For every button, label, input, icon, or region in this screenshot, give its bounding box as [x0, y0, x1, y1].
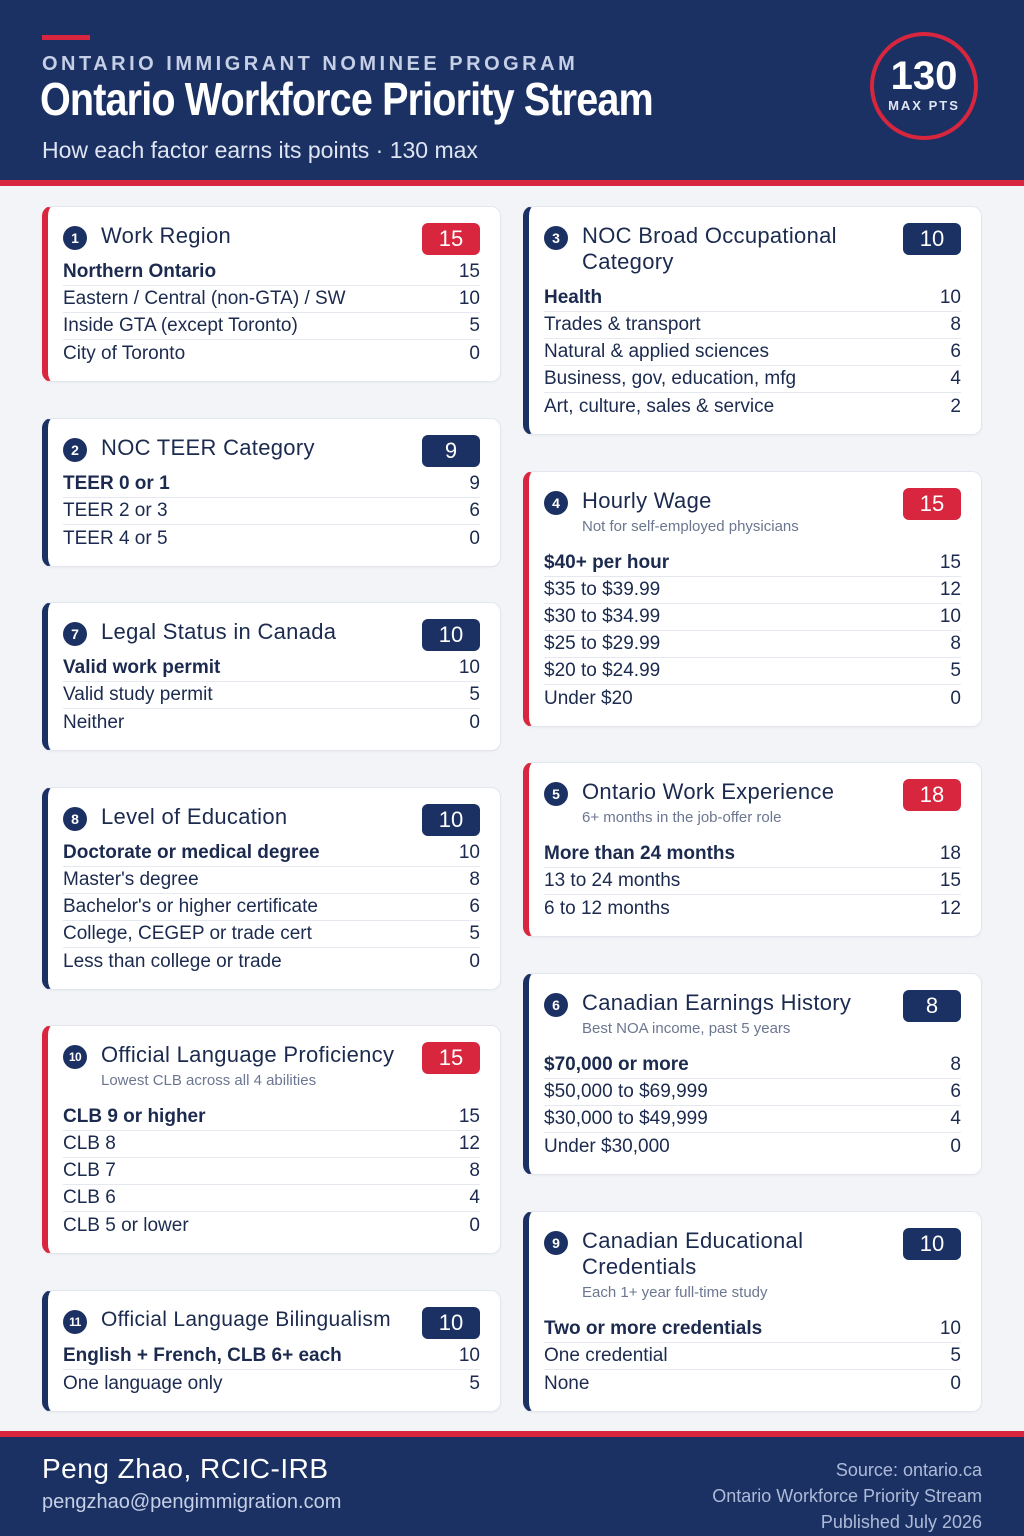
- row-points: 12: [939, 579, 961, 600]
- table-row: [544, 1052, 961, 1079]
- row-label: Less than college or trade: [63, 950, 282, 972]
- table-row: [544, 1343, 961, 1370]
- row-points: 10: [939, 606, 961, 627]
- row-points: 15: [939, 870, 961, 891]
- factor-number: 10: [63, 1045, 87, 1069]
- factor-title: Official Language Bilingualism: [101, 1308, 391, 1331]
- row-points: 12: [458, 1133, 480, 1154]
- table-row: [63, 1158, 480, 1185]
- row-label: Natural & applied sciences: [544, 341, 769, 362]
- factor-title: Ontario Work Experience: [582, 779, 835, 804]
- row-label: 13 to 24 months: [544, 870, 681, 891]
- row-label: College, CEGEP or trade cert: [63, 923, 312, 944]
- factor-rows: [544, 841, 961, 922]
- program-name: ONTARIO IMMIGRANT NOMINEE PROGRAM: [42, 53, 579, 75]
- factor-number: 2: [63, 438, 87, 462]
- factor-number: 1: [63, 226, 87, 250]
- factor-card-language-proficiency: [42, 1025, 501, 1254]
- factor-title: Official Language Proficiency: [101, 1042, 395, 1067]
- factor-max-badge: 10: [422, 1307, 480, 1339]
- factor-number: 7: [63, 622, 87, 646]
- row-points: 10: [458, 288, 480, 309]
- table-row: [544, 339, 961, 366]
- table-row: [63, 840, 480, 867]
- row-points: 10: [458, 842, 480, 863]
- factor-number: 5: [544, 782, 568, 806]
- row-points: 12: [939, 897, 961, 919]
- table-row: [544, 895, 961, 922]
- table-row: [544, 393, 961, 420]
- author-email[interactable]: pengzhao@pengimmigration.com: [42, 1491, 342, 1513]
- row-points: 0: [950, 687, 961, 709]
- table-row: [63, 1185, 480, 1212]
- factor-max-badge: 9: [422, 435, 480, 467]
- factor-number: 3: [544, 226, 568, 250]
- row-label: Art, culture, sales & service: [544, 395, 775, 417]
- factor-max-badge: 8: [903, 990, 961, 1022]
- row-label: $30,000 to $49,999: [544, 1108, 708, 1129]
- table-row: [63, 498, 480, 525]
- max-points-label: MAX PTS: [888, 98, 960, 113]
- row-points: 15: [458, 1106, 480, 1127]
- factor-card-legal-status: [42, 602, 501, 751]
- table-row: [544, 285, 961, 312]
- factor-rows: [544, 1052, 961, 1160]
- row-label: Inside GTA (except Toronto): [63, 315, 298, 336]
- source-info: [712, 1457, 982, 1535]
- row-points: 8: [950, 314, 961, 335]
- factor-max-badge: 10: [422, 619, 480, 651]
- table-row: [544, 841, 961, 868]
- max-points-value: 130: [890, 54, 958, 98]
- table-row: [544, 868, 961, 895]
- table-row: [544, 631, 961, 658]
- factor-max-badge: 10: [422, 804, 480, 836]
- row-label: Neither: [63, 711, 125, 733]
- factor-card-work-region: [42, 206, 501, 382]
- factor-title: Work Region: [101, 223, 232, 248]
- row-label: More than 24 months: [544, 843, 736, 864]
- factor-card-work-experience: [523, 762, 982, 937]
- factor-title: Hourly Wage: [582, 488, 712, 513]
- stream-line: Ontario Workforce Priority Stream: [712, 1486, 982, 1506]
- row-label: 6 to 12 months: [544, 897, 670, 919]
- row-label: Northern Ontario: [63, 261, 217, 282]
- table-row: [63, 1104, 480, 1131]
- factor-title: Canadian Educational Credentials: [582, 1228, 804, 1279]
- row-points: 15: [458, 261, 480, 282]
- table-row: [63, 682, 480, 709]
- factor-number: 9: [544, 1231, 568, 1255]
- row-points: 4: [469, 1187, 480, 1208]
- factor-rows: [63, 471, 480, 552]
- factor-max-badge: 15: [422, 1042, 480, 1074]
- row-label: $40+ per hour: [544, 552, 670, 573]
- row-label: $70,000 or more: [544, 1054, 689, 1075]
- factor-max-badge: 10: [903, 223, 961, 255]
- factor-card-educational-credentials: [523, 1211, 982, 1412]
- table-row: [63, 525, 480, 552]
- row-points: 2: [950, 395, 961, 417]
- row-label: Valid study permit: [63, 684, 213, 705]
- table-row: [63, 921, 480, 948]
- header-accent-bar: [42, 35, 90, 40]
- row-points: 10: [939, 287, 961, 308]
- table-row: [544, 658, 961, 685]
- table-row: [544, 550, 961, 577]
- row-label: Master's degree: [63, 869, 199, 890]
- table-row: [63, 340, 480, 367]
- row-points: 18: [939, 843, 961, 864]
- row-points: 0: [469, 950, 480, 972]
- factor-rows: [63, 1343, 480, 1397]
- factor-max-badge: 15: [422, 223, 480, 255]
- table-row: [63, 1370, 480, 1397]
- row-points: 8: [950, 1054, 961, 1075]
- factor-subtitle: 6+ months in the job-offer role: [582, 809, 782, 826]
- row-label: TEER 2 or 3: [63, 500, 168, 521]
- factor-subtitle: Not for self-employed physicians: [582, 518, 799, 535]
- row-label: CLB 7: [63, 1160, 116, 1181]
- table-row: [63, 313, 480, 340]
- factor-number: 11: [63, 1310, 87, 1334]
- header-divider: [0, 180, 1024, 186]
- factor-number: 6: [544, 993, 568, 1017]
- table-row: [63, 655, 480, 682]
- row-label: CLB 6: [63, 1187, 116, 1208]
- row-label: $30 to $34.99: [544, 606, 661, 627]
- factor-rows: [63, 655, 480, 736]
- row-points: 8: [469, 869, 480, 890]
- row-points: 6: [950, 1081, 961, 1102]
- factor-subtitle: Best NOA income, past 5 years: [582, 1020, 791, 1037]
- table-row: [544, 366, 961, 393]
- row-points: 0: [469, 711, 480, 733]
- factor-card-noc-broad-category: [523, 206, 982, 435]
- row-label: $35 to $39.99: [544, 579, 661, 600]
- table-row: [63, 286, 480, 313]
- table-row: [544, 1106, 961, 1133]
- factor-rows: [63, 259, 480, 367]
- row-label: $50,000 to $69,999: [544, 1081, 708, 1102]
- row-label: None: [544, 1372, 590, 1394]
- row-points: 10: [939, 1318, 961, 1339]
- row-points: 10: [458, 657, 480, 678]
- row-label: Eastern / Central (non-GTA) / SW: [63, 288, 346, 309]
- row-label: English + French, CLB 6+ each: [63, 1345, 342, 1366]
- factor-card-bilingualism: [42, 1290, 501, 1412]
- factor-title: Canadian Earnings History: [582, 990, 852, 1015]
- table-row: [544, 1133, 961, 1160]
- table-row: [544, 1316, 961, 1343]
- row-points: 0: [469, 1214, 480, 1236]
- row-points: 0: [469, 527, 480, 549]
- max-points-badge: [870, 32, 978, 140]
- published-line: Published July 2026: [820, 1512, 982, 1532]
- row-label: $25 to $29.99: [544, 633, 661, 654]
- row-points: 6: [469, 500, 480, 521]
- header-banner: [0, 0, 1024, 180]
- row-label: Business, gov, education, mfg: [544, 368, 797, 389]
- table-row: [63, 1131, 480, 1158]
- row-points: 6: [950, 341, 961, 362]
- factor-rows: [63, 840, 480, 975]
- factor-card-hourly-wage: [523, 471, 982, 727]
- row-label: Doctorate or medical degree: [63, 842, 320, 863]
- row-points: 10: [458, 1345, 480, 1366]
- row-label: Valid work permit: [63, 657, 221, 678]
- factor-rows: [544, 1316, 961, 1397]
- factor-max-badge: 18: [903, 779, 961, 811]
- factor-title: Level of Education: [101, 804, 288, 829]
- row-label: TEER 4 or 5: [63, 527, 168, 549]
- factor-max-badge: 15: [903, 488, 961, 520]
- row-label: $20 to $24.99: [544, 660, 661, 681]
- source-line: Source: ontario.ca: [835, 1460, 982, 1480]
- footer: [0, 1437, 1024, 1536]
- page-subtitle: How each factor earns its points · 130 max: [42, 137, 478, 163]
- row-points: 5: [469, 684, 480, 705]
- row-points: 6: [469, 896, 480, 917]
- table-row: [544, 1079, 961, 1106]
- table-row: [63, 1212, 480, 1239]
- row-label: City of Toronto: [63, 342, 186, 364]
- table-row: [63, 471, 480, 498]
- table-row: [544, 604, 961, 631]
- row-label: Health: [544, 287, 603, 308]
- row-points: 5: [950, 660, 961, 681]
- row-points: 0: [950, 1372, 961, 1394]
- table-row: [544, 685, 961, 712]
- row-points: 15: [939, 552, 961, 573]
- row-points: 9: [469, 473, 480, 494]
- factor-rows: [63, 1104, 480, 1239]
- table-row: [63, 259, 480, 286]
- factor-number: 8: [63, 807, 87, 831]
- row-points: 5: [469, 1372, 480, 1394]
- row-points: 8: [950, 633, 961, 654]
- author-name: Peng Zhao, RCIC-IRB: [42, 1453, 329, 1484]
- row-label: One credential: [544, 1345, 668, 1366]
- factor-title: NOC Broad Occupational Category: [582, 223, 837, 274]
- table-row: [63, 709, 480, 736]
- row-points: 5: [469, 315, 480, 336]
- table-row: [63, 1343, 480, 1370]
- row-label: Trades & transport: [544, 314, 701, 335]
- table-row: [63, 867, 480, 894]
- factor-max-badge: 10: [903, 1228, 961, 1260]
- row-label: Under $30,000: [544, 1135, 670, 1157]
- row-label: One language only: [63, 1372, 223, 1394]
- table-row: [63, 894, 480, 921]
- table-row: [544, 577, 961, 604]
- row-points: 4: [950, 368, 961, 389]
- factor-rows: [544, 285, 961, 420]
- row-label: CLB 9 or higher: [63, 1106, 206, 1127]
- row-points: 0: [469, 342, 480, 364]
- row-points: 5: [469, 923, 480, 944]
- page-title: Ontario Workforce Priority Stream: [40, 73, 653, 125]
- row-label: Two or more credentials: [544, 1318, 763, 1339]
- factor-title: Legal Status in Canada: [101, 619, 337, 644]
- factor-title: NOC TEER Category: [101, 435, 315, 460]
- factor-card-education: [42, 787, 501, 990]
- factor-subtitle: Lowest CLB across all 4 abilities: [101, 1072, 317, 1089]
- row-points: 8: [469, 1160, 480, 1181]
- row-points: 5: [950, 1345, 961, 1366]
- factor-rows: [544, 550, 961, 712]
- row-label: CLB 5 or lower: [63, 1214, 189, 1236]
- factor-number: 4: [544, 491, 568, 515]
- factor-subtitle: Each 1+ year full-time study: [582, 1284, 768, 1301]
- row-points: 4: [950, 1108, 961, 1129]
- row-label: Bachelor's or higher certificate: [63, 896, 318, 917]
- factor-card-earnings-history: [523, 973, 982, 1175]
- row-points: 0: [950, 1135, 961, 1157]
- row-label: TEER 0 or 1: [63, 473, 170, 494]
- factor-card-noc-teer: [42, 418, 501, 567]
- row-label: Under $20: [544, 687, 633, 709]
- table-row: [544, 312, 961, 339]
- table-row: [544, 1370, 961, 1397]
- row-label: CLB 8: [63, 1133, 116, 1154]
- table-row: [63, 948, 480, 975]
